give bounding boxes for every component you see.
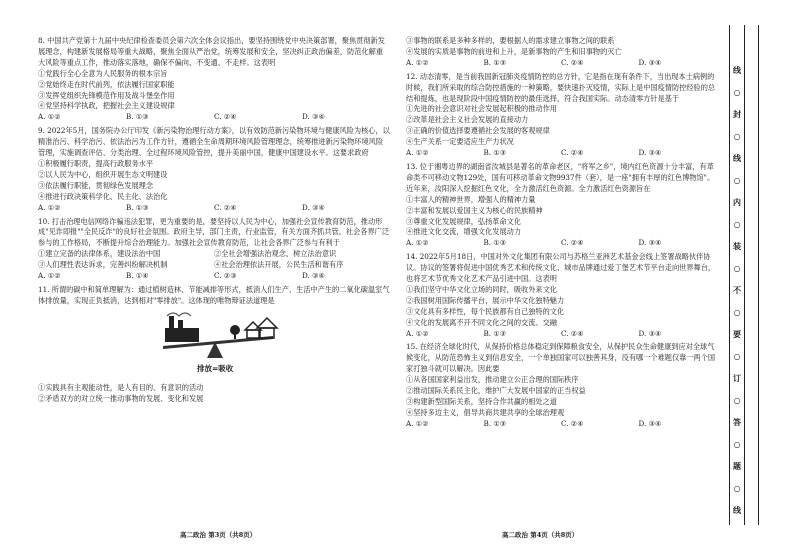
answer-choices	[38, 203, 390, 214]
option: ④生产关系一定要适应生产力状况	[406, 137, 514, 147]
seal-char: 要	[733, 329, 741, 339]
seal-circle: ○	[733, 483, 741, 493]
choice-a: A. ①②	[406, 148, 429, 158]
option: ②推动国际关系民主化，维护广大发展中国家的正当权益	[406, 386, 586, 396]
choice-c: C. ②④	[561, 57, 584, 67]
option: ④坚持多边主义，倡导共商共建共享的全球治理观	[406, 407, 565, 417]
seal-circle: ○	[733, 395, 741, 405]
choice-b: B. ①③	[483, 57, 507, 67]
choice-a: A. ①②	[406, 238, 429, 248]
option: ③人们理性表达诉求，完善纠纷解决机制	[38, 260, 168, 270]
choice-b: B. ①③	[483, 238, 507, 248]
option: ②全社会增强法治观念，树立法治意识	[214, 249, 337, 259]
page-footer-left: 高二政治 第3页（共8页）	[180, 531, 257, 539]
seal-circle: ○	[733, 175, 741, 185]
seal-line	[729, 25, 745, 525]
choice-d: D. ③④	[638, 57, 662, 67]
question-13	[406, 162, 716, 249]
question-stem: 12. 动态清零，是当前我国新冠肺炎疫情防控的总方针，它是指在现有条件下，当出现本土病例的时候，我们所采取的综合防控措施的一种策略，要快速扑灭疫情，实际上是中国疫情防控经验的总结和提炼，也是现阶段中国疫情防控的最佳选择，符合我国实际。动态清零方针是基于	[406, 71, 716, 103]
right-column	[406, 36, 716, 430]
question-stem: 8. 中国共产党第十九届中央纪律检查委员会第六次全体会议指出，要坚持围绕党中央决策部署，聚焦贯彻新发展理念，构建新发展格局等重大战略，聚焦全面从严治党，统筹发展和安全，坚决纠正政治偏差，防范化解重大风险等重点工作，推动落实落地，确保不偏向、不变通、不走样。这表明	[38, 36, 385, 67]
answer-choices	[38, 112, 390, 123]
choice-d: D. ③④	[302, 202, 325, 212]
question-12	[406, 72, 716, 159]
question-stem: 11. 所谓的碳中和简单理解为：通过植树造林、节能减排等形式，抵消人们生产、生活中产生的二氧化碳温室气体排放量，实现正负抵消，达到相对"零排放"。这体现的唯物辩证法道理是	[38, 284, 390, 305]
option: ②我国树用国际传播平台，展示中华文化独特魅力	[406, 295, 565, 305]
seal-char: 订	[733, 373, 741, 383]
choice-c: C. ②④	[561, 418, 584, 428]
choice-c: C. ②④	[561, 238, 584, 248]
option-row	[38, 260, 390, 271]
question-stem: 13. 位于湘粤边界的湖南省汝城县是著名的革命老区，"将军之乡"，境内红色资源十分丰富，有革命类不可移动文物129处，国有可移动革命文物9937件（套），是一座"拥有丰厚的红色博物馆"。近年来，汝阳深入挖掘红色文化，全力激活红色资源。全力激活红色资源旨在	[406, 161, 715, 193]
choice-d: D. ③④	[638, 148, 662, 158]
option: ④党坚持科学执政，把握社会主义建设规律	[38, 101, 175, 111]
seal-char: 题	[733, 461, 741, 471]
choice-b: B. ①③	[483, 148, 507, 158]
choice-c: C. ②④	[214, 112, 237, 122]
choice-b: B. ①③	[126, 202, 149, 212]
option: ③尊重文化发展规律，弘扬革命文化	[406, 216, 522, 226]
option: ④推进文化交流，增强文化发展动力	[406, 227, 522, 237]
scale-icon	[153, 310, 303, 362]
choice-b: B. ①③	[483, 328, 507, 338]
seal-char: 装	[733, 241, 741, 251]
choice-d: D. ③④	[638, 238, 662, 248]
answer-choices	[406, 238, 716, 249]
option: ①建立完备的法律体系，建设法治中国	[38, 249, 161, 259]
choice-a: A. ①②	[38, 271, 61, 281]
option: ①我们坚守中华文化立场的同时，吸收外来文化	[406, 284, 557, 294]
choice-a: A. ①②	[38, 112, 61, 122]
choice-c: C. ②④	[561, 148, 584, 158]
answer-choices	[406, 419, 716, 430]
option: ③构建新型国际关系，坚持合作共赢的相处之道	[406, 397, 557, 406]
choice-c: C. ②③	[214, 271, 237, 281]
choice-a: A. ①②	[38, 202, 61, 212]
seal-char: 内	[733, 197, 741, 207]
option: ①从各国国家利益出发，推动建立公正合理的国际秩序	[406, 375, 579, 385]
option: ③依法履行职能，贯彻绿色发展理念	[38, 180, 154, 190]
option: ④发展的实质是事物的前进和上升，是新事物的产生和旧事物的灭亡	[406, 46, 622, 56]
choice-a: A. ①②	[406, 57, 429, 67]
option: ②改革是社会主义社会发展的直接动力	[406, 115, 529, 125]
seal-circle: ○	[733, 307, 741, 317]
question-stem: 9. 2022年5月，国务院办公厅印发《新污染物治理行动方案》，以有效防范新污染物环境与健康风险为核心，以精准治污、科学治污、依法治污为工作方针，遵循全生命周期环境风险管理理念，统筹推进新污染物环境风险管理，实施调查评估、分类治理、全过程环境风险管控，提升美丽中国，健康中国建设水平。这要求政府	[38, 126, 390, 158]
question-stem: 10. 打击治理电信网络诈骗违法犯罪，更为重要的是，要坚持以人民为中心，加强社会宣传教育防范，推动形成"见诈即报""全民反诈"的良好社会氛围。政府主导，部门主责，行业监管，有关方面齐抓共管，社会各界广泛参与的工作格局，不断提升综合治理能力。加强社会宣传教育防范，让社会各界广泛参与有利于	[38, 216, 390, 248]
choice-d: D. ③④	[638, 418, 662, 428]
seal-char: 答	[733, 417, 741, 427]
option: ①党践行全心全意为人民服务的根本宗旨	[38, 68, 168, 78]
choice-d: D. ③④	[302, 112, 325, 122]
figure-caption: 排放=吸收	[197, 363, 234, 373]
question-stem: 14. 2022年5月18日，中国对外文化集团有限公司与苏格兰亚洲艺术基金会线上签署战略伙伴协议。协议的签署将促进中国优秀艺术和传统文化、城市品牌通过爱丁堡艺术节平台走向世界舞台，也将艺术节优秀文化艺术产品引进中国。这表明	[406, 252, 716, 284]
choice-d: D. ③④	[638, 328, 662, 338]
seal-circle: ○	[733, 263, 741, 273]
option: ④文化的发展离不开不同文化之间的交流、交融	[406, 317, 557, 327]
option: ②矛盾双方的对立统一推动事物的发展、变化和发展	[38, 393, 204, 403]
choice-b: B. ①③	[126, 112, 149, 122]
choice-d: D. ③④	[302, 271, 325, 281]
seal-circle: ○	[733, 351, 741, 361]
question-10	[38, 217, 390, 282]
choice-c: C. ②④	[214, 202, 237, 212]
seal-circle: ○	[733, 219, 741, 229]
option-row	[38, 249, 390, 260]
answer-choices	[406, 148, 716, 159]
answer-choices	[38, 271, 390, 282]
choice-a: A. ①②	[406, 418, 429, 428]
option: ③正确的价值选择要遵循社会发展的客观规律	[406, 126, 550, 136]
choice-a: A. ①②	[406, 328, 429, 338]
option: ④社会治理依法开展，公民生活和谐有序	[214, 260, 344, 270]
option: ①先进的社会意识对社会发展起积极的推动作用	[406, 104, 557, 114]
option: ①丰富人的精神世界，增强人的精神力量	[406, 194, 536, 204]
option: ①实践具有主观能动性，是人有目的、有意识的活动	[38, 382, 204, 392]
question-8	[38, 36, 390, 123]
seal-char: 封	[733, 109, 741, 119]
option: ③文化具有多样性，每个民族都有自己独特的文化	[406, 306, 565, 316]
choice-b: B. ①③	[483, 418, 507, 428]
page-footer-right: 高二政治 第4页（共8页）	[502, 531, 579, 539]
seal-circle: ○	[733, 87, 741, 97]
seal-char: 线	[733, 505, 741, 515]
seal-circle: ○	[733, 131, 741, 141]
question-11	[38, 285, 390, 405]
seal-char: 线	[733, 153, 741, 163]
option: ②丰富和发展以爱国主义为核心的民族精神	[406, 205, 543, 215]
seal-char: 不	[733, 285, 741, 295]
option: ④推进行政决策科学化、民主化、法治化	[38, 191, 168, 201]
seal-circle: ○	[733, 439, 741, 449]
answer-choices	[406, 58, 716, 69]
question-stem: 15. 在经济全球化时代，从保持价格总体稳定到保障粮食安全，从保护民众生命健康到应对全球气候变化，从防范恐怖主义到信息安全，一个单独国家可以独善其身，没有哪一个难题仅靠一两个国家打独斗就可以解决。因此要	[406, 342, 716, 374]
choice-b: B. ①④	[126, 271, 149, 281]
seal-char: 线	[733, 65, 741, 75]
option: ②以人民为中心，组织开展生态文明建设	[38, 169, 168, 179]
option: ③发挥党组织先锋模范作用及战斗堡垒作用	[38, 90, 175, 100]
question-11-continued	[406, 36, 716, 69]
left-column	[38, 36, 390, 405]
answer-choices	[406, 329, 716, 340]
choice-c: C. ②④	[561, 328, 584, 338]
question-14	[406, 252, 716, 339]
option: ①积极履行职责，提高行政服务水平	[38, 158, 154, 168]
seal-strip	[746, 25, 759, 525]
option: ②党始终走在时代前列，依法履行国家职能	[38, 79, 175, 89]
balance-illustration	[153, 310, 303, 380]
option: ③事物的联系是多种多样的，要根据人的需求建立事物之间的联系	[406, 36, 615, 45]
question-9	[38, 126, 390, 213]
question-15	[406, 342, 716, 429]
